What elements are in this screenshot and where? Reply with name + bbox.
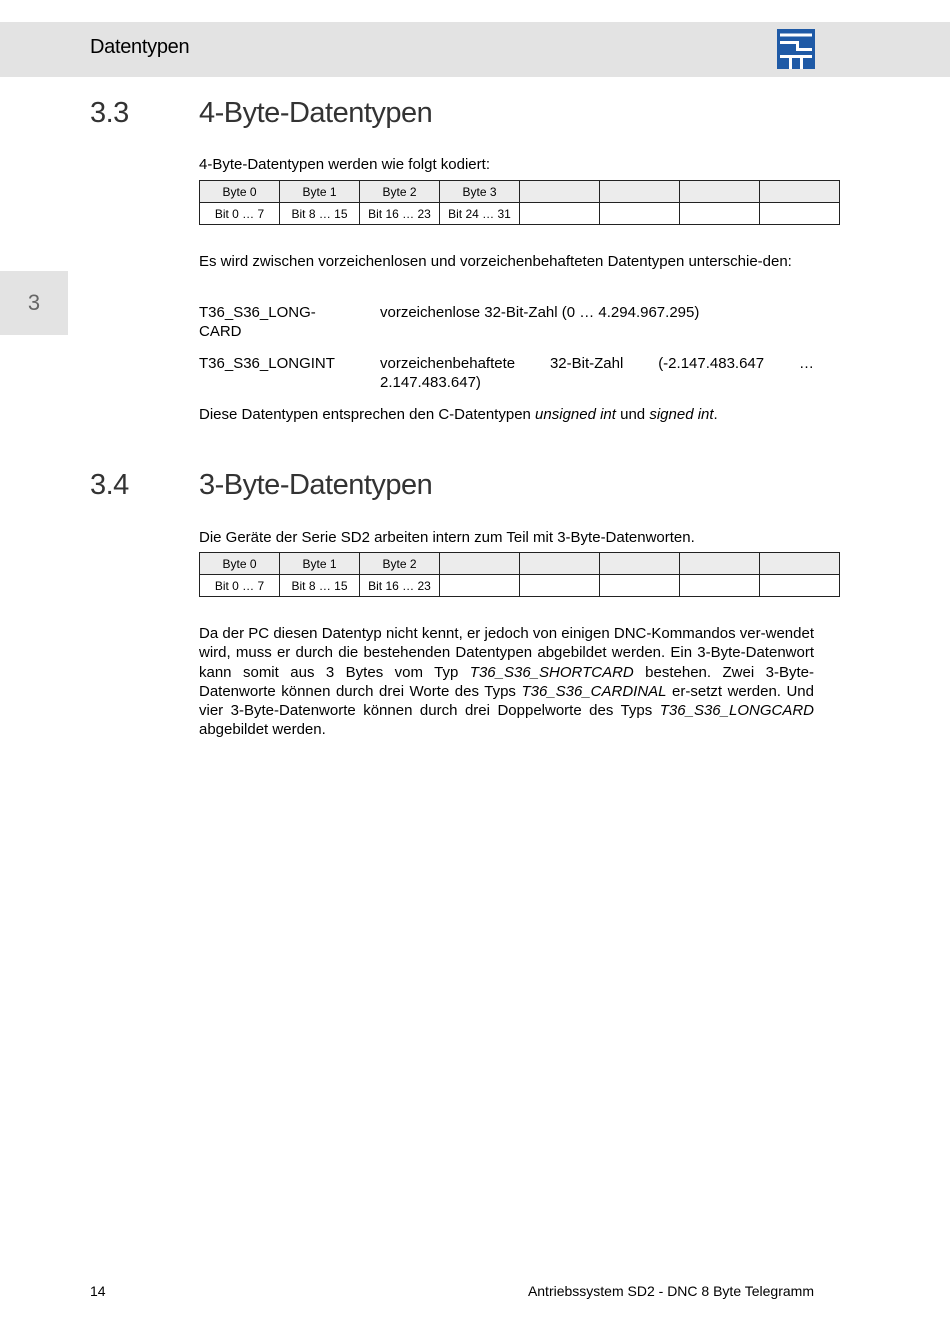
desc-word: (-2.147.483.647: [658, 355, 765, 372]
empty-cell: [520, 553, 600, 575]
empty-cell: [760, 553, 840, 575]
empty-cell: [520, 203, 600, 225]
chapter-tab: 3: [0, 271, 68, 335]
byte-header-cell: Byte 3: [440, 181, 520, 203]
desc-word: 32-Bit-Zahl: [549, 355, 624, 372]
paragraph: Da der PC diesen Datentyp nicht kennt, er jedoch von einigen DNC-Kommandos ver-wendet wird, muss er durch die bestehenden Datentypen abgebildet werden. Ein 3-Byte-Datenwort kann somit aus 3 Bytes vom Typ T36_S36_SHORTCARD bestehen. Zwei 3-Byte-Datenworte können durch drei Worte des Typs T36_S36_CARDINAL er-setzt werden. Und vier 3-Byte-Datenworte können durch drei Doppelworte des Typs T36_S36_LONGCARD abgebildet werden.: [199, 625, 814, 739]
c-type: unsigned int: [535, 406, 616, 423]
term-line: T36_S36_LONG-: [199, 304, 316, 321]
empty-cell: [440, 553, 520, 575]
empty-cell: [600, 575, 680, 597]
bit-range-cell: Bit 0 … 7: [200, 575, 280, 597]
section-intro: Die Geräte der Serie SD2 arbeiten intern zum Teil mit 3-Byte-Datenworten.: [199, 529, 695, 546]
definition-desc: vorzeichenlose 32-Bit-Zahl (0 … 4.294.967.295): [380, 304, 700, 321]
document-title: Antriebssystem SD2 - DNC 8 Byte Telegramm: [527, 1283, 814, 1299]
bit-range-cell: Bit 24 … 31: [440, 203, 520, 225]
bit-range-cell: Bit 16 … 23: [360, 575, 440, 597]
header-title: Datentypen: [90, 36, 190, 58]
section-number: 3.4: [90, 469, 129, 501]
empty-cell: [440, 575, 520, 597]
bit-range-cell: Bit 16 … 23: [360, 203, 440, 225]
company-logo: [777, 29, 815, 69]
desc-word: vorzeichenbehaftete: [380, 355, 516, 372]
bit-range-cell: Bit 0 … 7: [200, 203, 280, 225]
bit-range-cell: Bit 8 … 15: [280, 203, 360, 225]
definition-term: T36_S36_LONGINT: [199, 355, 335, 372]
definition-term: [199, 303, 364, 341]
term-line: CARD: [199, 323, 242, 340]
section-number: 3.3: [90, 97, 129, 129]
byte-header-cell: Byte 2: [360, 181, 440, 203]
desc-word: …: [798, 355, 814, 372]
definition-desc: [380, 354, 814, 392]
empty-cell: [520, 575, 600, 597]
empty-cell: [760, 575, 840, 597]
paragraph: Es wird zwischen vorzeichenlosen und vorzeichenbehafteten Datentypen unterschie-den:: [199, 253, 792, 270]
empty-cell: [680, 553, 760, 575]
empty-cell: [600, 181, 680, 203]
byte-header-cell: Byte 1: [280, 553, 360, 575]
empty-cell: [600, 203, 680, 225]
byte-header-cell: Byte 1: [280, 181, 360, 203]
empty-cell: [680, 575, 760, 597]
type-name: T36_S36_LONGCARD: [659, 702, 814, 720]
empty-cell: [760, 181, 840, 203]
c-type: signed int: [649, 406, 714, 423]
empty-cell: [520, 181, 600, 203]
empty-cell: [600, 553, 680, 575]
bit-range-cell: Bit 8 … 15: [280, 575, 360, 597]
section-title: 3-Byte-Datentypen: [199, 469, 433, 501]
section-title: 4-Byte-Datentypen: [199, 97, 433, 129]
type-name: T36_S36_SHORTCARD: [469, 663, 634, 681]
empty-cell: [680, 203, 760, 225]
empty-cell: [680, 181, 760, 203]
type-name: T36_S36_CARDINAL: [521, 682, 667, 700]
note-paragraph: Diese Datentypen entsprechen den C-Datentypen unsigned int und signed int.: [199, 406, 718, 423]
section-intro: 4-Byte-Datentypen werden wie folgt kodiert:: [199, 156, 490, 173]
byte-table-4: [199, 180, 840, 225]
byte-header-cell: Byte 0: [200, 181, 280, 203]
byte-table-3: [199, 552, 840, 597]
empty-cell: [760, 203, 840, 225]
byte-header-cell: Byte 2: [360, 553, 440, 575]
page-number: 14: [90, 1283, 106, 1299]
desc-line: 2.147.483.647): [380, 374, 481, 391]
byte-header-cell: Byte 0: [200, 553, 280, 575]
